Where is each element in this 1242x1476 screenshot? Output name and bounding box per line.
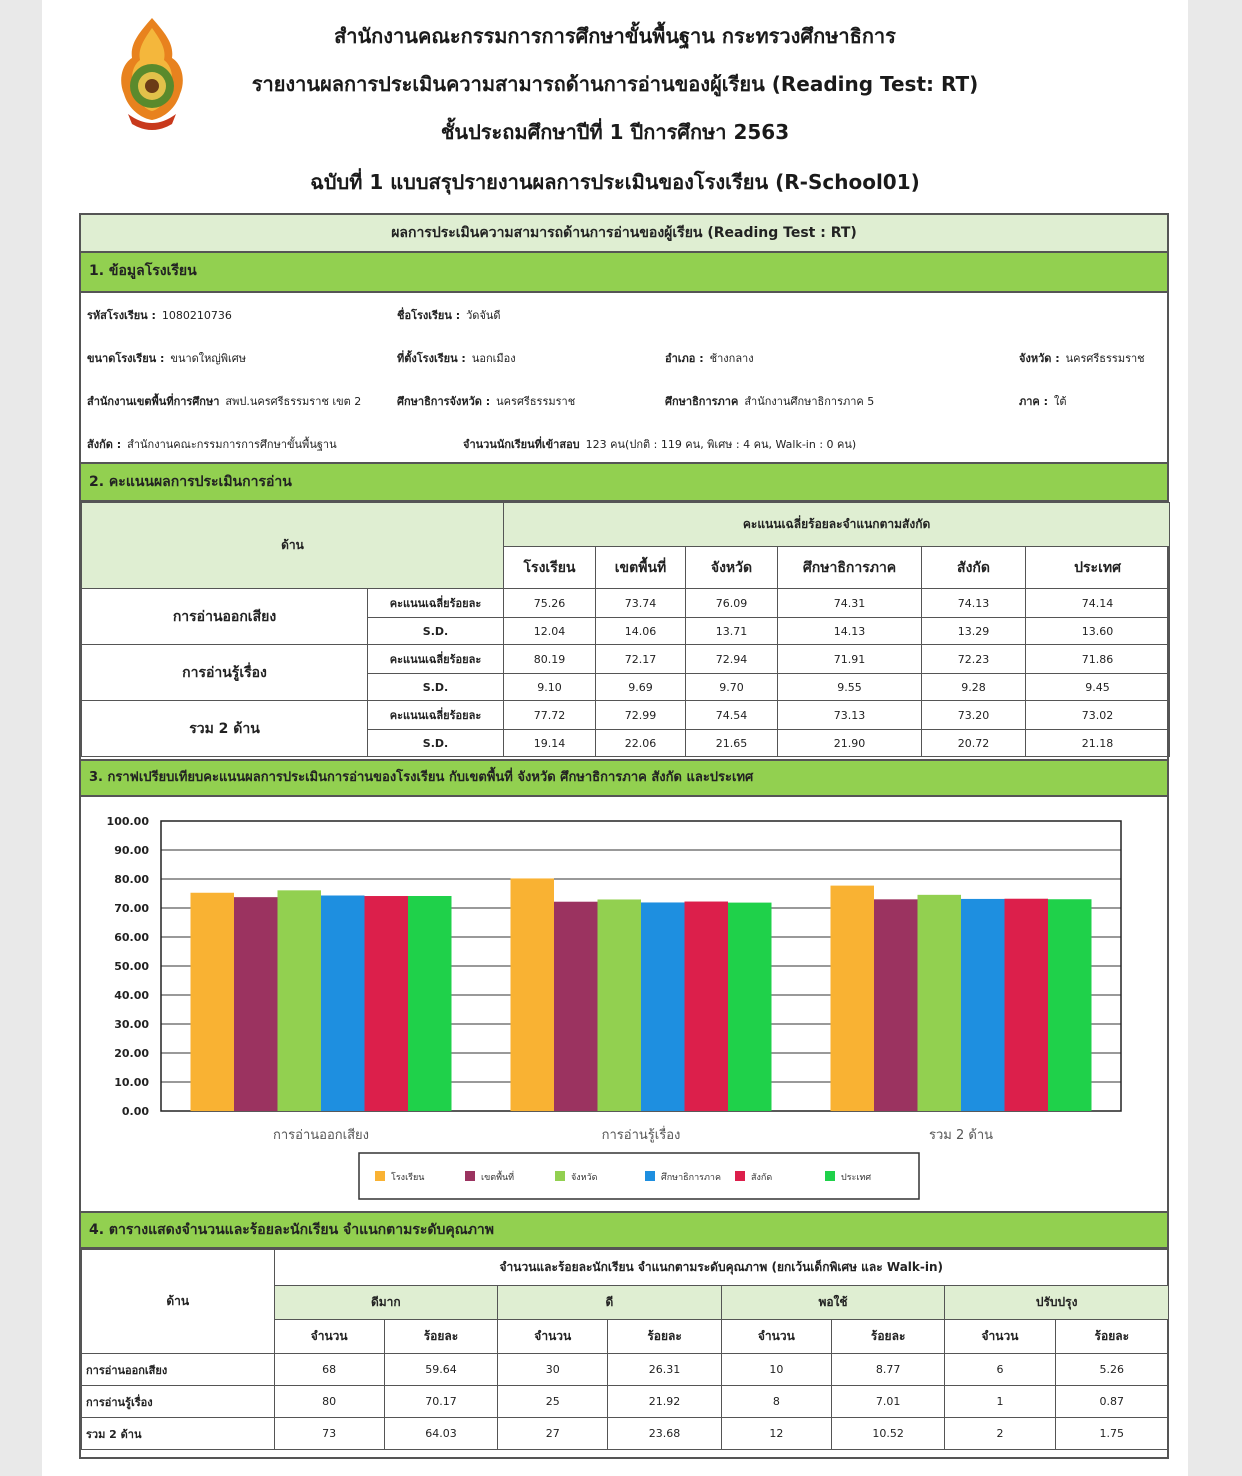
quality-value: 73 [274,1418,384,1450]
quality-value: 25 [498,1386,608,1418]
count-header: จำนวน [945,1320,1055,1354]
bar [685,902,729,1111]
sd-label: S.D. [368,618,504,645]
percent-header: ร้อยละ [608,1320,721,1354]
students-tested: จำนวนนักเรียนที่เข้าสอบ 123 คน(ปกติ : 119 คน, พิเศษ : 4 คน, Walk-in : 0 คน) [463,438,857,451]
report-frame [79,213,1169,1459]
quality-value: 10.52 [832,1418,945,1450]
quality-aspect-header: ด้าน [82,1250,275,1354]
quality-value: 30 [498,1354,608,1386]
quality-value: 80 [274,1386,384,1418]
section3-title: 3. กราฟเปรียบเทียบคะแนนผลการประเมินการอ่านของโรงเรียน กับเขตพื้นที่ จังหวัด ศึกษาธิการภาค สังกัด และประเทศ [81,759,1167,797]
mean-value: 73.02 [1026,701,1170,730]
sd-value: 9.55 [778,674,922,701]
report-page [42,0,1188,1476]
bar [641,902,685,1111]
mean-value: 72.94 [686,645,778,674]
sd-value: 19.14 [504,730,596,757]
bar [1005,899,1049,1111]
score-row-mean [82,701,1170,730]
quality-value: 7.01 [832,1386,945,1418]
sd-value: 9.70 [686,674,778,701]
mean-label: คะแนนเฉลี่ยร้อยละ [368,589,504,618]
bar [321,896,365,1111]
bar [961,899,1005,1111]
sd-value: 12.04 [504,618,596,645]
quality-value: 6 [945,1354,1055,1386]
bar [511,878,555,1111]
aspect-header: ด้าน [82,503,504,589]
quality-value: 68 [274,1354,384,1386]
sd-value: 9.45 [1026,674,1170,701]
mean-label: คะแนนเฉลี่ยร้อยละ [368,701,504,730]
level-header: ดีมาก [274,1286,498,1320]
sd-label: S.D. [368,674,504,701]
mean-value: 75.26 [504,589,596,618]
bar [874,899,918,1111]
bar [728,903,772,1111]
regional-education: ศึกษาธิการภาค สำนักงานศึกษาธิการภาค 5 [665,395,875,408]
quality-row [82,1418,1169,1450]
quality-value: 10 [721,1354,831,1386]
sd-value: 9.10 [504,674,596,701]
affiliation: สังกัด : สำนักงานคณะกรรมการการศึกษาขั้นพื้นฐาน [87,438,337,451]
provincial-education: ศึกษาธิการจังหวัด : นครศรีธรรมราช [397,395,576,408]
sd-value: 13.71 [686,618,778,645]
legend-swatch [825,1171,835,1181]
sd-label: S.D. [368,730,504,757]
header-line-3: ชั้นประถมศึกษาปีที่ 1 ปีการศึกษา 2563 [440,120,790,144]
level-header: ปรับปรุง [945,1286,1169,1320]
sd-value: 13.60 [1026,618,1170,645]
sd-value: 9.69 [596,674,686,701]
sd-value: 14.06 [596,618,686,645]
quality-group-header: จำนวนและร้อยละนักเรียน จำแนกตามระดับคุณภาพ (ยกเว้นเด็กพิเศษ และ Walk-in) [274,1250,1168,1286]
x-category-label: การอ่านออกเสียง [273,1128,369,1143]
sd-value: 14.13 [778,618,922,645]
legend-label: สังกัด [751,1173,773,1183]
section1-title: 1. ข้อมูลโรงเรียน [81,253,1167,293]
header-line-2: รายงานผลการประเมินความสามารถด้านการอ่านของผู้เรียน (Reading Test: RT) [251,72,979,96]
bar [918,895,962,1111]
quality-value: 70.17 [384,1386,497,1418]
count-header: จำนวน [274,1320,384,1354]
region: ภาค : ใต้ [1019,395,1067,408]
bar [554,902,598,1111]
legend-swatch [555,1171,565,1181]
legend-swatch [645,1171,655,1181]
quality-aspect: การอ่านออกเสียง [82,1354,275,1386]
quality-value: 8 [721,1386,831,1418]
sd-value: 22.06 [596,730,686,757]
score-aspect: การอ่านออกเสียง [82,589,368,645]
y-tick-label: 0.00 [121,1105,149,1118]
y-tick-label: 20.00 [114,1047,149,1060]
section4-title: 4. ตารางแสดงจำนวนและร้อยละนักเรียน จำแนกตามระดับคุณภาพ [81,1211,1167,1249]
score-col-header: จังหวัด [686,547,778,589]
bar [365,896,409,1111]
sd-value: 21.90 [778,730,922,757]
quality-aspect: การอ่านรู้เรื่อง [82,1386,275,1418]
header-line-1: สำนักงานคณะกรรมการการศึกษาขั้นพื้นฐาน กระทรวงศึกษาธิการ [334,24,896,48]
y-tick-label: 60.00 [114,931,149,944]
group-header: คะแนนเฉลี่ยร้อยละจำแนกตามสังกัด [504,503,1170,547]
quality-value: 2 [945,1418,1055,1450]
school-location: ที่ตั้งโรงเรียน : นอกเมือง [397,352,516,365]
legend-swatch [375,1171,385,1181]
quality-value: 1.75 [1055,1418,1168,1450]
sd-value: 21.18 [1026,730,1170,757]
level-header: พอใช้ [721,1286,945,1320]
quality-value: 26.31 [608,1354,721,1386]
mean-value: 76.09 [686,589,778,618]
legend-swatch [465,1171,475,1181]
count-header: จำนวน [721,1320,831,1354]
sd-value: 13.29 [922,618,1026,645]
count-header: จำนวน [498,1320,608,1354]
mean-value: 72.23 [922,645,1026,674]
school-province: จังหวัด : นครศรีธรรมราช [1019,352,1145,365]
percent-header: ร้อยละ [832,1320,945,1354]
score-col-header: ศึกษาธิการภาค [778,547,922,589]
y-tick-label: 10.00 [114,1076,149,1089]
mean-value: 73.20 [922,701,1026,730]
bar [598,899,642,1111]
quality-value: 0.87 [1055,1386,1168,1418]
quality-value: 12 [721,1418,831,1450]
mean-value: 74.54 [686,701,778,730]
quality-value: 8.77 [832,1354,945,1386]
score-col-header: เขตพื้นที่ [596,547,686,589]
mean-value: 74.13 [922,589,1026,618]
quality-row [82,1354,1169,1386]
mean-value: 77.72 [504,701,596,730]
bar [191,893,235,1111]
bar [234,897,278,1111]
score-col-header: ประเทศ [1026,547,1170,589]
quality-aspect: รวม 2 ด้าน [82,1418,275,1450]
bar [278,890,322,1111]
x-category-label: รวม 2 ด้าน [928,1128,994,1143]
bar [831,886,875,1111]
y-tick-label: 90.00 [114,844,149,857]
y-tick-label: 40.00 [114,989,149,1002]
quality-value: 21.92 [608,1386,721,1418]
school-name: ชื่อโรงเรียน : วัดจันดี [397,309,501,322]
score-aspect: รวม 2 ด้าน [82,701,368,757]
x-category-label: การอ่านรู้เรื่อง [601,1128,681,1143]
legend-label: เขตพื้นที่ [481,1173,515,1183]
header-line-4: ฉบับที่ 1 แบบสรุปรายงานผลการประเมินของโรงเรียน (R-School01) [310,170,920,194]
area-office: สำนักงานเขตพื้นที่การศึกษา สพป.นครศรีธรรมราช เขต 2 [87,395,362,408]
quality-table [81,1249,1169,1450]
bar [408,896,452,1111]
mean-value: 71.91 [778,645,922,674]
percent-header: ร้อยละ [1055,1320,1168,1354]
quality-row [82,1386,1169,1418]
quality-value: 27 [498,1418,608,1450]
mean-value: 71.86 [1026,645,1170,674]
sd-value: 21.65 [686,730,778,757]
quality-value: 1 [945,1386,1055,1418]
legend-label: โรงเรียน [391,1173,425,1183]
legend-label: ศึกษาธิการภาค [661,1173,721,1183]
mean-value: 72.17 [596,645,686,674]
sd-value: 20.72 [922,730,1026,757]
y-tick-label: 70.00 [114,902,149,915]
quality-value: 64.03 [384,1418,497,1450]
mean-label: คะแนนเฉลี่ยร้อยละ [368,645,504,674]
mean-value: 74.31 [778,589,922,618]
y-tick-label: 80.00 [114,873,149,886]
section2-title: 2. คะแนนผลการประเมินการอ่าน [81,462,1167,502]
quality-value: 5.26 [1055,1354,1168,1386]
legend-swatch [735,1171,745,1181]
sd-value: 9.28 [922,674,1026,701]
legend-label: ประเทศ [841,1173,872,1183]
percent-header: ร้อยละ [384,1320,497,1354]
score-aspect: การอ่านรู้เรื่อง [82,645,368,701]
mean-value: 80.19 [504,645,596,674]
report-title: ผลการประเมินความสามารถด้านการอ่านของผู้เรียน (Reading Test : RT) [81,215,1167,253]
mean-value: 73.74 [596,589,686,618]
level-header: ดี [498,1286,722,1320]
y-tick-label: 100.00 [106,815,149,828]
legend-label: จังหวัด [571,1173,598,1183]
y-tick-label: 50.00 [114,960,149,973]
score-col-header: สังกัด [922,547,1026,589]
school-code: รหัสโรงเรียน : 1080210736 [87,309,232,322]
school-size: ขนาดโรงเรียน : ขนาดใหญ่พิเศษ [87,352,247,365]
score-col-header: โรงเรียน [504,547,596,589]
bar [1048,899,1092,1111]
mean-value: 73.13 [778,701,922,730]
score-row-mean [82,645,1170,674]
mean-value: 72.99 [596,701,686,730]
quality-value: 59.64 [384,1354,497,1386]
school-district: อำเภอ : ช้างกลาง [665,352,754,365]
score-row-mean [82,589,1170,618]
score-table [81,502,1170,757]
mean-value: 74.14 [1026,589,1170,618]
quality-value: 23.68 [608,1418,721,1450]
y-tick-label: 30.00 [114,1018,149,1031]
comparison-bar-chart [81,797,1167,1213]
